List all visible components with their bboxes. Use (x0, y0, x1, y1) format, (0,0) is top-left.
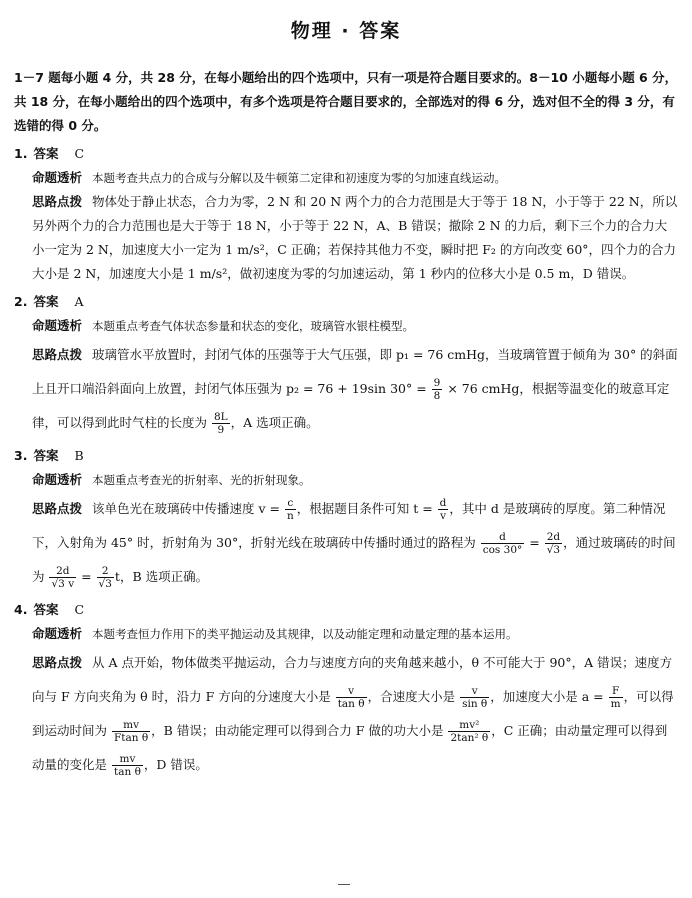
solution-label: 思路点拨 (32, 655, 83, 670)
fraction (285, 497, 296, 522)
fraction-denominator: sin θ (462, 698, 488, 710)
fraction-numerator: d (439, 497, 447, 509)
fraction-numerator: c (285, 497, 296, 510)
analysis-text: 本题重点考查气体状态参量和状态的变化，玻璃管水银柱模型。 (92, 319, 415, 333)
question-number: 4. (14, 602, 28, 617)
question-3-solution (14, 492, 678, 594)
fraction-denominator: n (286, 510, 294, 522)
fraction-numerator: mv² (448, 719, 490, 732)
question-4-solution (14, 646, 678, 782)
question-number: 2. (14, 294, 28, 309)
fraction (432, 377, 443, 402)
solution-text: = (525, 535, 544, 550)
fraction (609, 685, 623, 710)
fraction (112, 719, 150, 744)
fraction-denominator: tan θ (113, 766, 141, 778)
question-4-answer-line (14, 598, 678, 622)
question-2 (14, 290, 678, 440)
answer-option: C (74, 602, 85, 617)
fraction (448, 719, 490, 744)
fraction-numerator: 2d (546, 531, 561, 543)
fraction-numerator: 2 (97, 565, 114, 578)
fraction-denominator: 2tan² θ (450, 732, 489, 744)
fraction (212, 411, 230, 436)
fraction-numerator: F (609, 685, 623, 698)
solution-text: × 76 cmHg，根据等温变化的玻意耳定律，可以得到此时气柱的长度为 (32, 381, 670, 430)
question-1-solution (14, 190, 678, 286)
fraction-denominator: √3 v (51, 578, 75, 590)
fraction-denominator: √3 (546, 544, 561, 556)
solution-label: 思路点拨 (32, 194, 83, 209)
question-1-analysis (14, 166, 678, 190)
question-4 (14, 598, 678, 782)
footer-divider (338, 884, 350, 885)
solution-text: 从 A 点开始，物体做类平抛运动，合力与速度方向的夹角越来越小，θ 不可能大于 90°，A 错误；速度方向与 F 方向夹角为 θ 时，沿力 F 方向的分速度大小是 (32, 655, 673, 704)
solution-text: 玻璃管水平放置时，封闭气体的压强等于大气压强，即 p₁ = 76 cmHg，当玻璃管置于倾角为 30° 的斜面上且开口端沿斜面向上放置，封闭气体压强为 p₂ = 76 + 19sin 30° = (32, 347, 678, 396)
solution-text: 该单色光在玻璃砖中传播速度 v = (92, 501, 284, 516)
fraction-numerator: 2d (49, 565, 76, 578)
solution-text: t，B 选项正确。 (114, 569, 209, 584)
fraction-numerator: v (336, 685, 367, 698)
fraction (97, 565, 114, 590)
solution-text: ，加速度大小是 a = (490, 689, 608, 704)
solution-text: 物体处于静止状态，合力为零，2 N 和 20 N 两个力的合力范围是大于等于 18 N，小于等于 22 N，所以另外两个力的合力范围也是大于等于 18 N，小于等于 22 N，A、B 错误；撤除 2 N 的力后，剩下三个力的合力大小一定为 2 N，加速度大小一定为 1 m/s²，C 正确；若保持其他力不变，瞬时把 F₂ 的方向改变 60°，四个力的合力大小是 2 N，加速度大小是 1 m/s²，做初速度为零的匀加速运动，第 1 秒内的位移大小是 0.5 m，D 错误。 (32, 194, 678, 281)
analysis-text: 本题考查共点力的合成与分解以及牛顿第二定律和初速度为零的匀加速直线运动。 (92, 171, 507, 185)
analysis-text: 本题考查恒力作用下的类平抛运动及其规律，以及动能定理和动量定理的基本运用。 (92, 627, 518, 641)
solution-text: = (77, 569, 96, 584)
fraction-numerator: 8L (213, 411, 228, 423)
fraction (481, 531, 525, 556)
solution-text: ，C 正确；由动量定理可以得到动量的变化是 (32, 723, 668, 772)
question-3-analysis (14, 468, 678, 492)
question-number: 3. (14, 448, 28, 463)
question-3-answer-line (14, 444, 678, 468)
question-3 (14, 444, 678, 594)
fraction-numerator: v (460, 685, 489, 698)
solution-text: ，其中 d 是玻璃砖的厚度。第二种情况下，入射角为 45° 时，折射角为 30°，折射光线在玻璃砖中传播时通过的路程为 (32, 501, 666, 550)
page-title: 物理 · 答案 (290, 20, 402, 42)
solution-label: 思路点拨 (32, 347, 83, 362)
analysis-label: 命题透析 (32, 318, 83, 333)
question-number: 1. (14, 146, 28, 161)
fraction-denominator: 9 (217, 424, 225, 436)
fraction-numerator: mv (112, 753, 143, 766)
answer-option: C (74, 146, 85, 161)
fraction-denominator: 8 (433, 390, 441, 402)
analysis-label: 命题透析 (32, 170, 83, 185)
fraction (438, 497, 449, 522)
analysis-label: 命题透析 (32, 626, 83, 641)
answer-option: A (74, 294, 84, 309)
fraction (49, 565, 76, 590)
answer-label: 答案 (33, 146, 59, 161)
solution-text: ，A 选项正确。 (230, 415, 319, 430)
solution-text: ，D 错误。 (143, 757, 208, 772)
question-2-analysis (14, 314, 678, 338)
question-1-answer-line (14, 142, 678, 166)
fraction (112, 753, 143, 778)
analysis-text: 本题重点考查光的折射率、光的折射现象。 (92, 473, 311, 487)
solution-text: ，合速度大小是 (367, 689, 460, 704)
fraction-denominator: v (440, 510, 446, 522)
fraction-numerator: d (481, 531, 525, 544)
solution-text: ，通过玻璃砖的时间为 (32, 535, 676, 584)
answer-label: 答案 (33, 602, 59, 617)
solution-text: ，根据题目条件可知 t = (296, 501, 437, 516)
fraction (545, 531, 562, 556)
question-1 (14, 142, 678, 286)
answer-option: B (74, 448, 84, 463)
fraction-denominator: cos 30° (482, 544, 523, 556)
answer-label: 答案 (33, 294, 59, 309)
fraction-denominator: √3 (98, 578, 112, 590)
analysis-label: 命题透析 (32, 472, 83, 487)
fraction-numerator: mv (112, 719, 150, 732)
fraction-denominator: m (610, 698, 621, 710)
fraction-numerator: 9 (433, 377, 441, 389)
solution-label: 思路点拨 (32, 501, 83, 516)
fraction-denominator: tan θ (337, 698, 365, 710)
scoring-instructions: 1－7 题每小题 4 分，共 28 分，在每小题给出的四个选项中，只有一项是符合题目要求的。8－10 小题每小题 6 分，共 18 分，在每小题给出的四个选项中，有多个选项是符合题目要求的，全部选对的得 6 分，选对但不全的得 3 分，有选错的得 0 分。 (14, 70, 678, 133)
answer-label: 答案 (33, 448, 59, 463)
fraction-denominator: Ftan θ (113, 732, 149, 744)
fraction (460, 685, 489, 710)
fraction (336, 685, 367, 710)
question-4-analysis (14, 622, 678, 646)
solution-text: ，B 错误；由动能定理可以得到合力 F 做的功大小是 (151, 723, 448, 738)
question-2-answer-line (14, 290, 678, 314)
solution-text: ，可以得到运动时间为 (32, 689, 674, 738)
question-2-solution (14, 338, 678, 440)
